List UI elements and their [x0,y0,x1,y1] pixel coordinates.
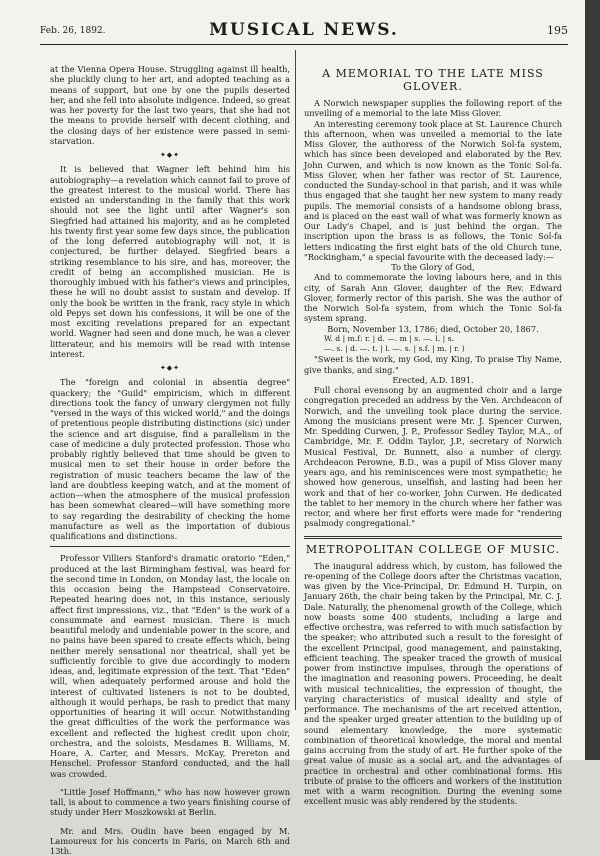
inscription-erected: Erected, A.D. 1891. [304,375,562,385]
column-divider [295,50,296,710]
page-header [40,18,568,45]
page-edge [585,0,600,760]
section-rule [50,546,290,547]
paragraph-opera-house: at the Vienna Opera House. Struggling against ill health, she pluckily clung to her art, and adopted teaching as a means of support, but one by one the pupils deserted her, and she fell into absolute indigence. Indeed, so great was her poverty for the last two years, that she had not the means to provide herself with decent clothing, and the closing days of her existence were passed in semi-starvation. [50,64,290,146]
paragraph-hymn-quote: "Sweet is the work, my God, my King, To praise Thy Name, give thanks, and sing." [304,354,562,375]
masthead-title: MUSICAL NEWS. [40,20,568,40]
ornament-divider: ✦◆✦ [50,150,290,160]
inscription-dates: Born, November 13, 1786; died, October 20, 1867. [304,324,562,334]
paragraph-oudin: Mr. and Mrs. Oudin have been engaged by M. Lamoureux for his concerts in Paris, on March 6th and 13th. [50,826,290,856]
paragraph-degree-quackery: The "foreign and colonial in absentia degree" quackery; the "Guild" empiricism, which in different directions took the fancy of unwary clergymen not fully "versed in the ways of this wicked world," and the doings of pretentious people distributing distinctions (sic) under the science and art disguise, find a parallelism in the case of medicine a duly protected profession. Those who probably rightly believed that time should be given to musical men to set their house in order before the registration of music teachers became the law of the land are doubtless keeping watch, and at the moment of action—when the atmosphere of the musical profession has been somewhat cleared—will have something more to say regarding the desirability of checking the home manufacture as well as the importation of dubious qualifications and distinctions. [50,377,290,541]
paragraph-eden-oratorio: Professor Villiers Stanford's dramatic oratorio "Eden," produced at the last Birmingham festival, was heard for the second time in London, on Monday last, the locale on this occasion being the Hampstead Conservatoire. Repeated hearing does not, in this instance, seriously affect first impressions, viz., that "Eden" is the work of a consummate and earnest musician. There is much beautiful melody and undeniable power in the score, and no pains have been spared to create effects which, being neither merely sensational nor theatrical, shall yet be sufficiently forcible to give due accordingly to modern ideas, and, legitimate expression of the text. That "Eden" will, when adequately performed arouse and hold the interest of cultivated listeners is not to be doubted, although it would perhaps, be rash to predict that many opportunities of hearing it will occur. Notwithstanding the great difficulties of the work the performance was excellent and reflected the highest credit upon choir, orchestra, and the soloists, Mesdames B. Williams, M. Hoare, A. Carter, and Messrs. McKay, Prereton and Henschel. Professor Stanford conducted, and the hall was crowded. [50,553,290,779]
paragraph-ceremony: An interesting ceremony took place at St. Laurence Church this afternoon, when was unveiled a memorial to the late Miss Glover, the authoress of the Norwich Sol-fa system, which has since been developed and elaborated by the Rev. John Curwen, and which is now known as the Tonic Sol-fa. Miss Glover, when her father was rector of St. Laurence, conducted the Sunday-school in that parish, and it was while thus engaged that she taught her new system to many ready pupils. The memorial consists of a handsome oblong brass, and is placed on the east wall of what was formerly known as Our Lady's Chapel, and is just behind the organ. The inscription upon the brass is as follows, the Tonic Sol-fa letters indicating the first eight bats of the old Church tune, "Rockingham," a special favourite with the deceased lady:— [304,119,562,263]
right-column [304,64,562,807]
issue-date: Feb. 26, 1892. [40,26,106,36]
paragraph-norwich-report: A Norwich newspaper supplies the following report of the unveiling of a memorial to the late Miss Glover. [304,98,562,119]
inscription-line: To the Glory of God, [304,262,562,272]
article-heading-college: METROPOLITAN COLLEGE OF MUSIC. [304,543,562,556]
left-column [50,64,290,856]
solfa-notation-line: —. s. | d. —. t. | l. —. s. | s.f. | m. | r. ) [304,344,562,354]
paragraph-hoffmann: "Little Josef Hoffmann," who has now however grown tall, is about to commence a two years finishing course of study under Herr Moszkowski at Berlin. [50,787,290,818]
page-number: 195 [547,24,568,37]
solfa-notation-line: W. d | m.f: r. | d. —. m | s. —. l. | s. [304,334,562,344]
paragraph-wagner: It is believed that Wagner left behind him his autobiography—a revelation which cannot fail to prove of the greatest interest to the musical world. There has existed an understanding in the family that this work should not see the light until after Wagner's son Siegfried had attained his majority, and as he completed his twenty first year some few days since, the publication of the long deferred autobiography will not, it is conjectured, be further delayed. Siegfried bears a striking resemblance to his sire, and has, moreover, the credit of being an accomplished musician. He is thoroughly imbued with his father's views and principles, these he will no doubt assist to sustain and develop. If only the book be written in the frank, racy style in which old Pepys set down his confessions, it will be one of the most exciting revelations prepared for an expectant world. Wagner had seen and done much, he was a clever litterateur, and his memoirs will be read with intense interest. [50,164,290,359]
section-rule [304,536,562,539]
article-heading-memorial: A MEMORIAL TO THE LATE MISS GLOVER. [304,67,562,93]
paragraph-inaugural-address: The inaugural address which, by custom, has followed the re-opening of the College doors after the Christmas vacation, was given by the Vice-Principal, Dr. Edmund H. Turpin, on January 26th, the chair being taken by the Principal, Mr. C. J. Dale. Naturally, the phenomenal growth of the College, which now boasts some 400 students, including a large and effective orchestra, was referred to with much satisfaction by the speaker; who attributed such a result to the foresight of the excellent Principal, good management, and painstaking, efficient teaching. The speaker traced the growth of musical power from instinctive impulses, through the operations of the imagination and reasoning powers. Proceeding, he dealt with musical technicalities, the expression of thought, the varying characteristics of musical ideality and style of performance. The mechanisms of the art received attention, and the speaker urged greater attention to the building up of sound elementary knowledge, the more systematic combination of theoretical knowledge, the moral and mental gains accruing from the study of art. He further spoke of the great value of music as a social art, and the advantages of practice in orchestral and other combinational forms. His tribute of praise to the officers and workers of the institution met with a warm recognition. During the evening some excellent music was ably rendered by the students. [304,561,562,807]
ornament-divider: ✦◆✦ [50,363,290,373]
paragraph-evensong: Full choral evensong by an augmented choir and a large congregation preceded an address by the Ven. Archdeacon of Norwich, and the unveiling took place during the service. Among the musicians present were Mr. J. Spencer Curwen, Mr. Spedding Curwen, J. P., Professor Sedley Taylor, M.A., of Cambridge, Mr. F. Oddin Taylor, J.P., secretary of Norwich Musical Festival, Dr. Bunnett, also a number of clergy. Archdeacon Perowne, B.D., was a pupil of Miss Glover many years ago, and his reminiscences were most sympathetic; he showed how generous, unselfish, and lasting had been her work and that of her co-worker, John Curwen. He dedicated the tablet to her memory in the church where her father was rector, and where her first efforts were made for "rendering psalmody congregational." [304,385,562,529]
paragraph-commemorate: And to commemorate the loving labours here, and in this city, of Sarah Ann Glover, daughter of the Rev. Edward Glover, formerly rector of this parish. She was the author of the Norwich Sol-fa system, from which the Tonic Sol-fa system sprang. [304,272,562,323]
